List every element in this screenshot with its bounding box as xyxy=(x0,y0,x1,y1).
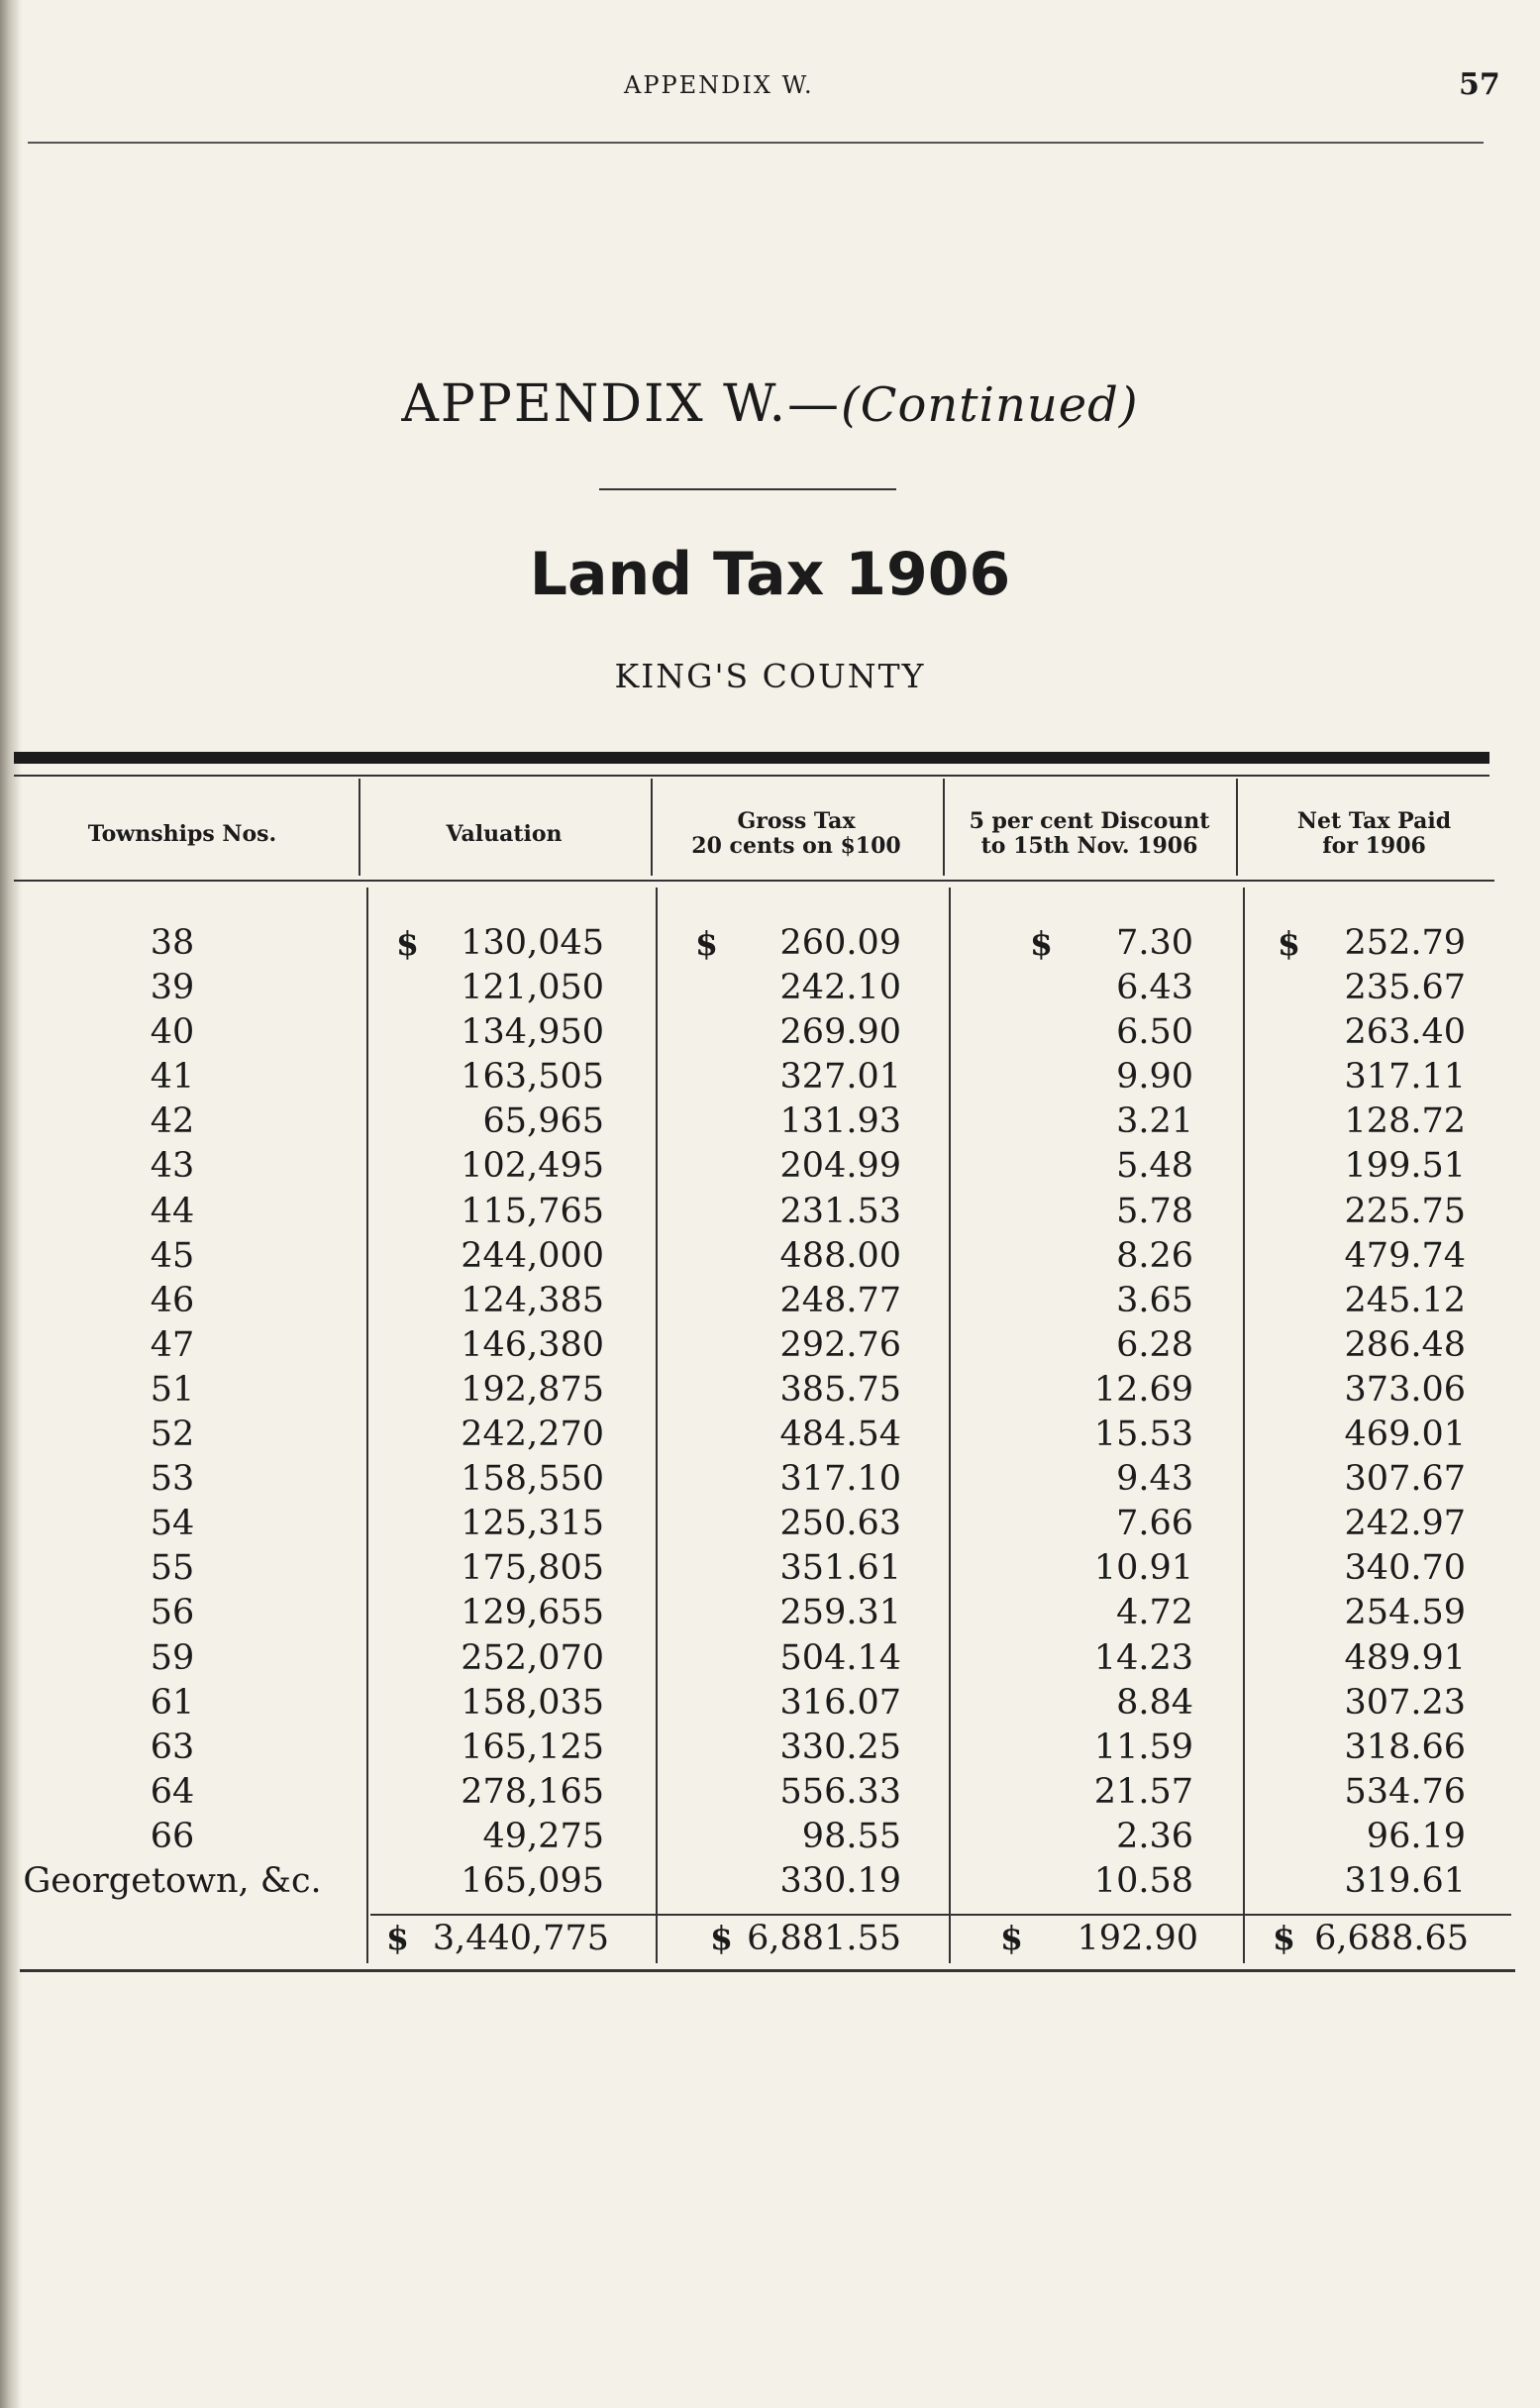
gross-tax-cell: 250.63 xyxy=(779,1504,901,1544)
valuation-cell: 121,050 xyxy=(461,968,604,1008)
dollar-sign: $ xyxy=(695,924,718,963)
valuation-cell: 165,125 xyxy=(461,1727,604,1767)
table-header-bottom-rule xyxy=(14,880,1494,882)
dollar-sign: $ xyxy=(1030,924,1053,963)
township-cell: 40 xyxy=(150,1012,195,1053)
table-row xyxy=(0,1815,1540,1859)
net-tax-cell: 340.70 xyxy=(1344,1548,1466,1589)
valuation-cell: 175,805 xyxy=(461,1548,604,1589)
discount-cell: 10.91 xyxy=(1093,1548,1193,1589)
valuation-cell: 65,965 xyxy=(482,1101,604,1142)
valuation-cell: 124,385 xyxy=(461,1280,604,1320)
township-cell: 43 xyxy=(150,1146,195,1187)
gross-tax-cell: 242.10 xyxy=(779,968,901,1008)
net-tax-cell: 96.19 xyxy=(1366,1816,1466,1856)
valuation-cell: 102,495 xyxy=(461,1146,604,1187)
net-tax-cell: 252.79 xyxy=(1344,923,1466,963)
township-cell: 53 xyxy=(150,1459,195,1500)
total-net: 6,688.65 xyxy=(1314,1919,1469,1958)
gross-tax-cell: 327.01 xyxy=(779,1057,901,1098)
township-cell: 42 xyxy=(150,1101,195,1142)
gross-tax-cell: 292.76 xyxy=(779,1324,901,1365)
discount-cell: 3.21 xyxy=(1116,1101,1193,1142)
discount-cell: 8.84 xyxy=(1116,1682,1193,1723)
valuation-cell: 158,035 xyxy=(461,1682,604,1723)
gross-tax-cell: 204.99 xyxy=(779,1146,901,1187)
township-cell: 56 xyxy=(150,1593,195,1633)
net-tax-cell: 307.23 xyxy=(1344,1682,1466,1723)
gross-tax-cell: 484.54 xyxy=(779,1414,901,1455)
net-tax-cell: 534.76 xyxy=(1344,1771,1466,1812)
discount-cell: 6.43 xyxy=(1116,968,1193,1008)
township-cell: 47 xyxy=(150,1324,195,1365)
gross-tax-cell: 260.09 xyxy=(779,923,901,963)
header-discount-line1: 5 per cent Discount xyxy=(969,808,1210,834)
net-tax-cell: 489.91 xyxy=(1344,1637,1466,1678)
valuation-cell: 165,095 xyxy=(461,1860,604,1901)
gross-tax-cell: 231.53 xyxy=(779,1191,901,1231)
township-cell: 66 xyxy=(150,1816,195,1856)
net-tax-cell: 254.59 xyxy=(1344,1593,1466,1633)
header-gross-tax xyxy=(653,794,940,874)
valuation-cell: 146,380 xyxy=(461,1324,604,1365)
valuation-cell: 163,505 xyxy=(461,1057,604,1098)
township-cell: 46 xyxy=(150,1280,195,1320)
total-discount: 192.90 xyxy=(1077,1919,1198,1958)
discount-cell: 7.66 xyxy=(1116,1504,1193,1544)
net-tax-cell: 469.01 xyxy=(1344,1414,1466,1455)
county-subtitle: KING'S COUNTY xyxy=(614,657,926,695)
dollar-sign: $ xyxy=(386,1919,409,1957)
header-gross-line1: Gross Tax xyxy=(737,808,856,834)
gross-tax-cell: 317.10 xyxy=(779,1459,901,1500)
header-net-tax xyxy=(1238,794,1510,874)
discount-cell: 10.58 xyxy=(1093,1860,1193,1901)
table-row xyxy=(0,1055,1540,1099)
header-discount xyxy=(945,794,1234,874)
discount-cell: 7.30 xyxy=(1116,923,1193,963)
township-cell: 44 xyxy=(150,1191,195,1231)
table-row xyxy=(0,1234,1540,1279)
net-tax-cell: 373.06 xyxy=(1344,1369,1466,1410)
net-tax-cell: 242.97 xyxy=(1344,1504,1466,1544)
gross-tax-cell: 556.33 xyxy=(779,1771,901,1812)
running-title: APPENDIX W. xyxy=(624,71,814,99)
page-number: 57 xyxy=(1459,67,1500,102)
gross-tax-cell: 269.90 xyxy=(779,1012,901,1053)
net-tax-cell: 128.72 xyxy=(1344,1101,1466,1142)
valuation-cell: 244,000 xyxy=(461,1235,604,1276)
table-row xyxy=(0,1279,1540,1323)
gross-tax-cell: 488.00 xyxy=(779,1235,901,1276)
township-cell: 41 xyxy=(150,1057,195,1098)
discount-cell: 5.48 xyxy=(1116,1146,1193,1187)
appendix-heading-main: APPENDIX W.— xyxy=(401,374,842,434)
net-tax-cell: 318.66 xyxy=(1344,1727,1466,1767)
valuation-cell: 125,315 xyxy=(461,1504,604,1544)
gross-tax-cell: 248.77 xyxy=(779,1280,901,1320)
dollar-sign: $ xyxy=(1273,1919,1295,1957)
gross-tax-cell: 385.75 xyxy=(779,1369,901,1410)
header-net-line1: Net Tax Paid xyxy=(1296,808,1452,834)
discount-cell: 11.59 xyxy=(1093,1727,1193,1767)
header-valuation-label: Valuation xyxy=(446,820,563,847)
net-tax-cell: 245.12 xyxy=(1344,1280,1466,1320)
discount-cell: 14.23 xyxy=(1093,1637,1193,1678)
table-bottom-rule xyxy=(20,1969,1515,1972)
township-cell: 39 xyxy=(150,968,195,1008)
township-cell: 63 xyxy=(150,1727,195,1767)
valuation-cell: 130,045 xyxy=(461,923,604,963)
table-row xyxy=(0,1368,1540,1413)
township-cell: 59 xyxy=(150,1637,195,1678)
discount-cell: 9.43 xyxy=(1116,1459,1193,1500)
valuation-cell: 158,550 xyxy=(461,1459,604,1500)
short-rule xyxy=(599,488,896,490)
discount-cell: 12.69 xyxy=(1093,1369,1193,1410)
table-row xyxy=(0,1190,1540,1234)
gross-tax-cell: 351.61 xyxy=(779,1548,901,1589)
valuation-cell: 129,655 xyxy=(461,1593,604,1633)
table-row xyxy=(0,1502,1540,1546)
township-cell: 38 xyxy=(150,923,195,963)
header-townships-label: Townships Nos. xyxy=(87,820,277,847)
table-row xyxy=(0,1681,1540,1726)
discount-cell: 6.28 xyxy=(1116,1324,1193,1365)
dollar-sign: $ xyxy=(710,1919,733,1957)
gross-tax-cell: 131.93 xyxy=(779,1101,901,1142)
table-top-thin-rule xyxy=(14,775,1489,777)
header-net-line2: for 1906 xyxy=(1322,833,1426,859)
dollar-sign: $ xyxy=(1000,1919,1023,1957)
township-cell: 55 xyxy=(150,1548,195,1589)
appendix-heading xyxy=(0,374,1540,434)
total-valuation: 3,440,775 xyxy=(432,1919,609,1958)
net-tax-cell: 263.40 xyxy=(1344,1012,1466,1053)
valuation-cell: 192,875 xyxy=(461,1369,604,1410)
valuation-cell: 242,270 xyxy=(461,1414,604,1455)
table-body xyxy=(0,921,1540,1904)
table-row xyxy=(0,1413,1540,1457)
table-row xyxy=(0,1546,1540,1591)
head-rule xyxy=(28,142,1484,144)
table-row xyxy=(0,1099,1540,1144)
table-row xyxy=(0,1144,1540,1189)
township-cell: 61 xyxy=(150,1682,195,1723)
net-tax-cell: 307.67 xyxy=(1344,1459,1466,1500)
header-discount-line2: to 15th Nov. 1906 xyxy=(980,833,1198,859)
discount-cell: 5.78 xyxy=(1116,1191,1193,1231)
discount-cell: 15.53 xyxy=(1093,1414,1193,1455)
discount-cell: 21.57 xyxy=(1093,1771,1193,1812)
gross-tax-cell: 330.19 xyxy=(779,1860,901,1901)
header-gross-line2: 20 cents on $100 xyxy=(691,833,901,859)
dollar-sign: $ xyxy=(1278,924,1300,963)
table-row xyxy=(0,921,1540,966)
discount-cell: 6.50 xyxy=(1116,1012,1193,1053)
net-tax-cell: 319.61 xyxy=(1344,1860,1466,1901)
running-head xyxy=(0,67,1540,111)
table-top-thick-rule xyxy=(14,752,1489,764)
discount-cell: 3.65 xyxy=(1116,1280,1193,1320)
valuation-cell: 49,275 xyxy=(482,1816,604,1856)
gross-tax-cell: 504.14 xyxy=(779,1637,901,1678)
header-townships xyxy=(14,794,351,874)
discount-cell: 8.26 xyxy=(1116,1235,1193,1276)
table-row xyxy=(0,1591,1540,1635)
table-row xyxy=(0,1323,1540,1368)
township-cell: 52 xyxy=(150,1414,195,1455)
township-cell: 64 xyxy=(150,1771,195,1812)
table-row xyxy=(0,966,1540,1010)
table-row xyxy=(0,1636,1540,1681)
gross-tax-cell: 330.25 xyxy=(779,1727,901,1767)
valuation-cell: 278,165 xyxy=(461,1771,604,1812)
table-row xyxy=(0,1726,1540,1770)
valuation-cell: 134,950 xyxy=(461,1012,604,1053)
totals-row xyxy=(0,1914,1540,1963)
table-row xyxy=(0,1770,1540,1815)
header-valuation xyxy=(360,794,648,874)
gross-tax-cell: 259.31 xyxy=(779,1593,901,1633)
dollar-sign: $ xyxy=(396,924,419,963)
net-tax-cell: 317.11 xyxy=(1344,1057,1466,1098)
discount-cell: 2.36 xyxy=(1116,1816,1193,1856)
valuation-cell: 115,765 xyxy=(461,1191,604,1231)
net-tax-cell: 199.51 xyxy=(1344,1146,1466,1187)
net-tax-cell: 286.48 xyxy=(1344,1324,1466,1365)
gross-tax-cell: 98.55 xyxy=(801,1816,901,1856)
valuation-cell: 252,070 xyxy=(461,1637,604,1678)
total-gross: 6,881.55 xyxy=(747,1919,901,1958)
township-cell: 54 xyxy=(150,1504,195,1544)
page-title: Land Tax 1906 xyxy=(529,540,1011,609)
discount-cell: 4.72 xyxy=(1116,1593,1193,1633)
township-cell: 51 xyxy=(150,1369,195,1410)
net-tax-cell: 479.74 xyxy=(1344,1235,1466,1276)
table-row xyxy=(0,1457,1540,1502)
appendix-heading-continued: (Continued) xyxy=(841,377,1139,433)
township-cell: Georgetown, &c. xyxy=(23,1860,322,1901)
discount-cell: 9.90 xyxy=(1116,1057,1193,1098)
township-cell: 45 xyxy=(150,1235,195,1276)
net-tax-cell: 225.75 xyxy=(1344,1191,1466,1231)
gross-tax-cell: 316.07 xyxy=(779,1682,901,1723)
net-tax-cell: 235.67 xyxy=(1344,968,1466,1008)
table-row xyxy=(0,1859,1540,1904)
table-row xyxy=(0,1010,1540,1055)
